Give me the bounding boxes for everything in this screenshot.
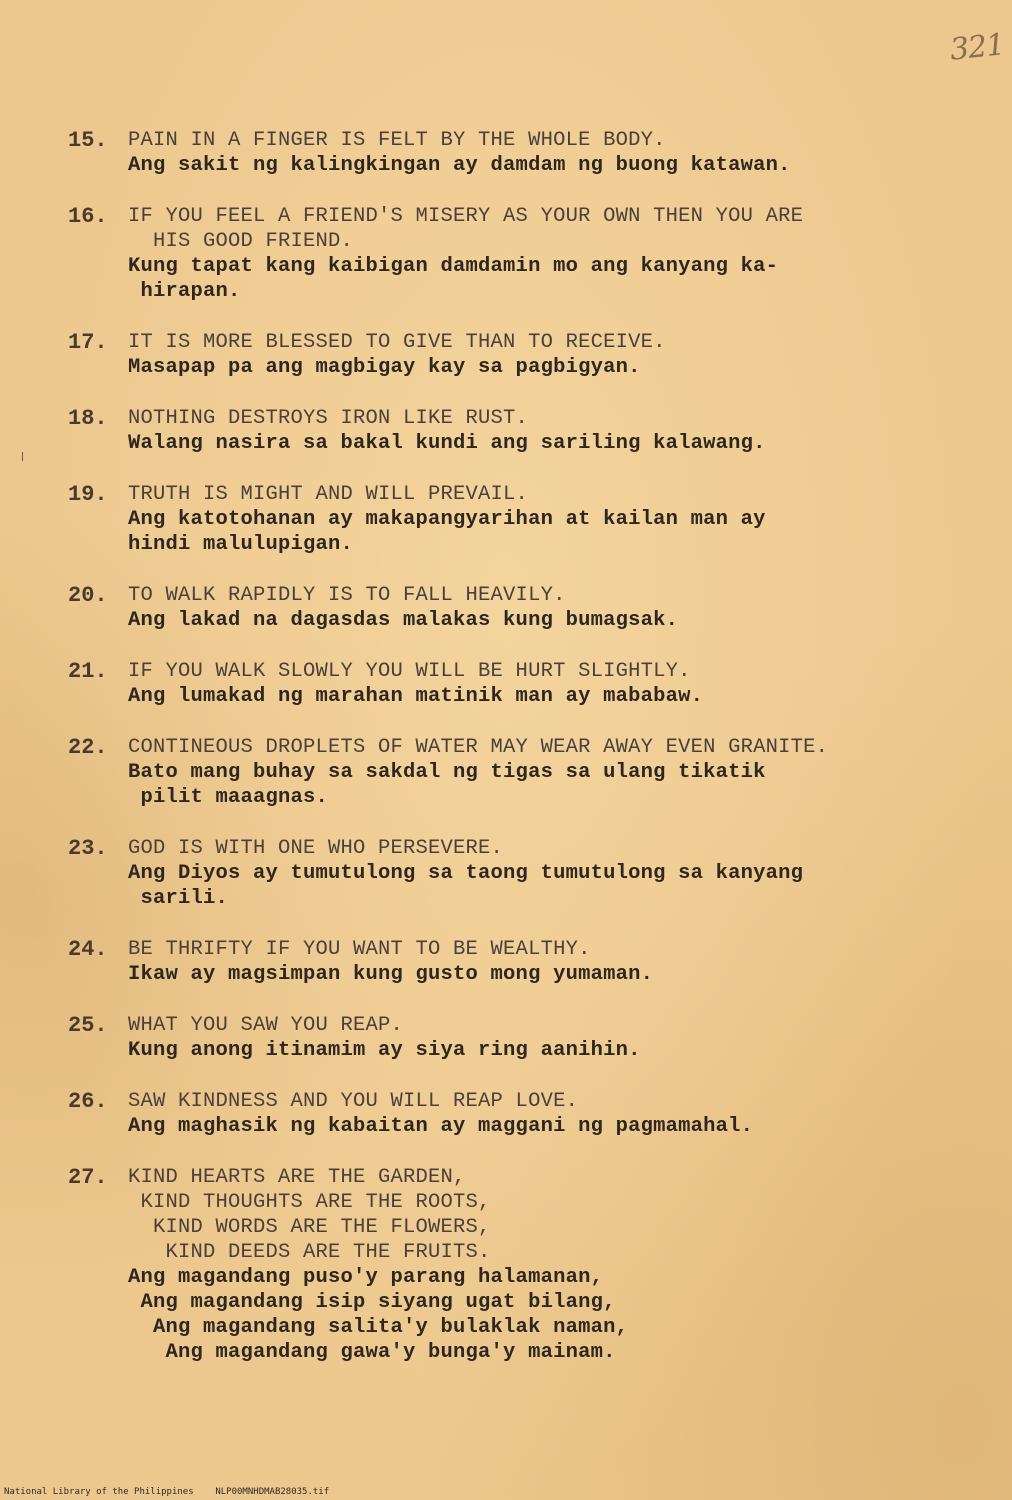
proverb-entry-24: [68, 937, 968, 987]
footer-library: National Library of the Philippines: [4, 1487, 194, 1497]
proverb-entry-15: [68, 128, 968, 178]
tagalog-line: Ang lakad na dagasdas malakas kung bumagsak.: [128, 609, 679, 632]
proverb-entry-17: [68, 330, 968, 380]
entry-number: 15.: [68, 128, 108, 153]
english-line: KIND THOUGHTS ARE THE ROOTS,: [128, 1191, 491, 1214]
entry-number: 19.: [68, 482, 108, 507]
english-line: CONTINEOUS DROPLETS OF WATER MAY WEAR AWAY EVEN GRANITE.: [128, 736, 829, 759]
english-line: TRUTH IS MIGHT AND WILL PREVAIL.: [128, 483, 529, 506]
tagalog-line: Ang sakit ng kalingkingan ay damdam ng buong katawan.: [128, 154, 791, 177]
entry-number: 22.: [68, 735, 108, 760]
proverb-entry-22: [68, 735, 968, 810]
proverb-entry-20: [68, 583, 968, 633]
entry-number: 26.: [68, 1089, 108, 1114]
entry-number: 18.: [68, 406, 108, 431]
english-line: TO WALK RAPIDLY IS TO FALL HEAVILY.: [128, 584, 566, 607]
entry-number: 20.: [68, 583, 108, 608]
tagalog-line: Kung anong itinamim ay siya ring aanihin.: [128, 1039, 641, 1062]
tagalog-line: hindi malulupigan.: [128, 533, 354, 556]
tagalog-line: Masapap pa ang magbigay kay sa pagbigyan.: [128, 356, 641, 379]
tagalog-line: Kung tapat kang kaibigan damdamin mo ang kanyang ka-: [128, 255, 779, 278]
tagalog-line: Bato mang buhay sa sakdal ng tigas sa ulang tikatik: [128, 761, 766, 784]
entry-number: 27.: [68, 1165, 108, 1190]
english-line: GOD IS WITH ONE WHO PERSEVERE.: [128, 837, 504, 860]
entry-number: 23.: [68, 836, 108, 861]
entry-number: 17.: [68, 330, 108, 355]
entry-number: 16.: [68, 204, 108, 229]
tagalog-line: Ang Diyos ay tumutulong sa taong tumutulong sa kanyang: [128, 862, 804, 885]
english-line: IF YOU WALK SLOWLY YOU WILL BE HURT SLIGHTLY.: [128, 660, 691, 683]
proverb-entry-25: [68, 1013, 968, 1063]
tagalog-line: pilit maaagnas.: [128, 786, 329, 809]
page-number: 321: [948, 27, 1006, 68]
footer-file-id: NLP00MNHDMAB28035.tif: [215, 1487, 330, 1497]
proverb-entry-18: [68, 406, 968, 456]
proverb-entry-26: [68, 1089, 968, 1139]
proverb-entry-23: [68, 836, 968, 911]
entry-number: 25.: [68, 1013, 108, 1038]
english-line: NOTHING DESTROYS IRON LIKE RUST.: [128, 407, 529, 430]
english-line: SAW KINDNESS AND YOU WILL REAP LOVE.: [128, 1090, 579, 1113]
tagalog-line: Ang magandang gawa'y bunga'y mainam.: [128, 1341, 616, 1364]
proverb-entry-21: [68, 659, 968, 709]
tagalog-line: Ang maghasik ng kabaitan ay maggani ng pagmamahal.: [128, 1115, 754, 1138]
english-line: IT IS MORE BLESSED TO GIVE THAN TO RECEIVE.: [128, 331, 666, 354]
english-line: WHAT YOU SAW YOU REAP.: [128, 1014, 404, 1037]
english-line: KIND WORDS ARE THE FLOWERS,: [128, 1216, 491, 1239]
tagalog-line: Ang magandang isip siyang ugat bilang,: [128, 1291, 616, 1314]
tagalog-line: Walang nasira sa bakal kundi ang sariling kalawang.: [128, 432, 766, 455]
tagalog-line: hirapan.: [128, 280, 241, 303]
proverb-list: [68, 128, 968, 1391]
proverb-entry-19: [68, 482, 968, 557]
entry-number: 24.: [68, 937, 108, 962]
entry-number: 21.: [68, 659, 108, 684]
tagalog-line: sarili.: [128, 887, 229, 910]
tagalog-line: Ang magandang salita'y bulaklak naman,: [128, 1316, 629, 1339]
tagalog-line: Ikaw ay magsimpan kung gusto mong yumaman.: [128, 963, 654, 986]
english-line: KIND HEARTS ARE THE GARDEN,: [128, 1166, 466, 1189]
tagalog-line: Ang magandang puso'y parang halamanan,: [128, 1266, 604, 1289]
archive-footer: [4, 1487, 329, 1497]
tagalog-line: Ang katotohanan ay makapangyarihan at kailan man ay: [128, 508, 766, 531]
proverb-entry-16: [68, 204, 968, 304]
margin-mark: [22, 452, 23, 461]
english-line: IF YOU FEEL A FRIEND'S MISERY AS YOUR OWN THEN YOU ARE: [128, 205, 804, 228]
english-line: HIS GOOD FRIEND.: [128, 230, 354, 253]
english-line: KIND DEEDS ARE THE FRUITS.: [128, 1241, 491, 1264]
english-line: BE THRIFTY IF YOU WANT TO BE WEALTHY.: [128, 938, 591, 961]
proverb-entry-27: [68, 1165, 968, 1365]
english-line: PAIN IN A FINGER IS FELT BY THE WHOLE BODY.: [128, 129, 666, 152]
tagalog-line: Ang lumakad ng marahan matinik man ay mababaw.: [128, 685, 704, 708]
